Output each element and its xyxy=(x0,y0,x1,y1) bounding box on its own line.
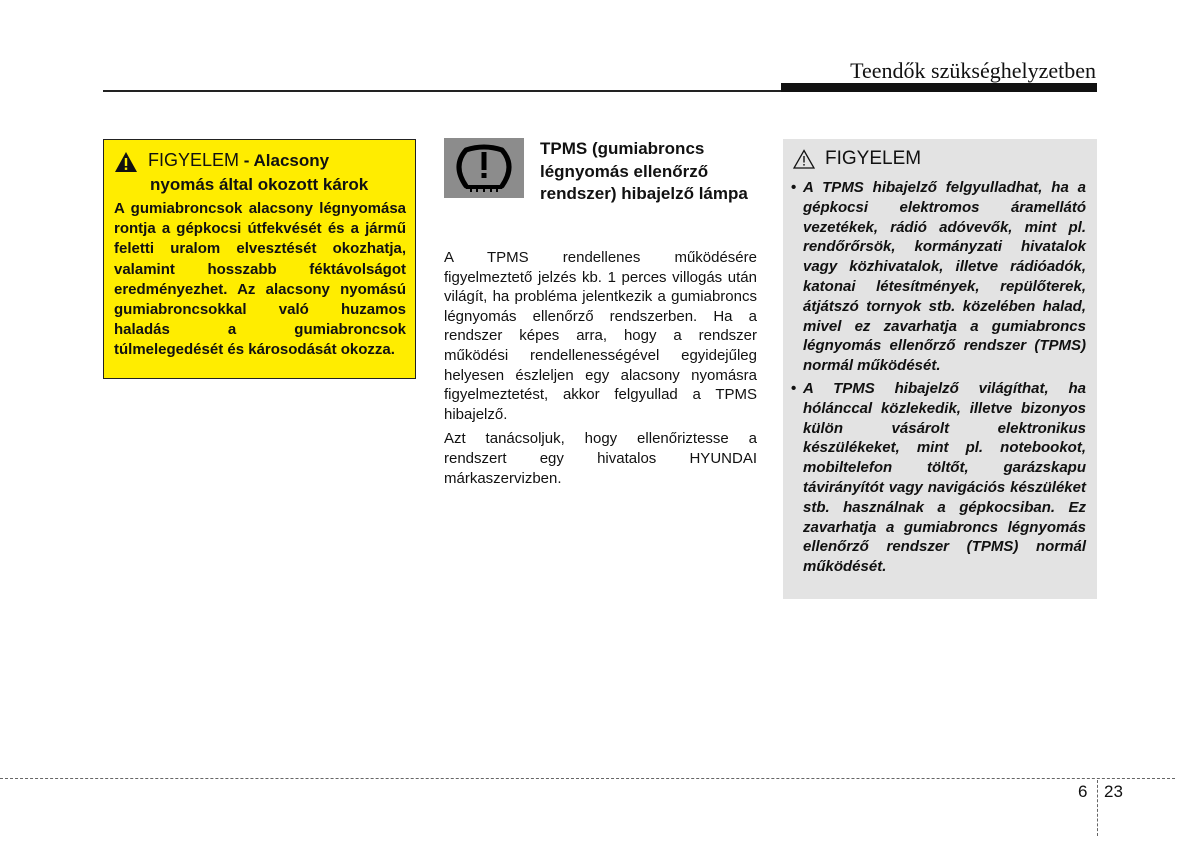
tpms-warning-icon xyxy=(444,138,524,198)
caution-item-text: A TPMS hibajelző világíthat, ha hólánccal közlekedik, illetve bizonyos külön vásárolt elektronikus készülékeket, mint pl. notebookot, mobiltelefon töltőt, garázskapu távirányítót vagy navigációs készüléket stb. használnak a gépkocsiban. Ez zavarhatja a gumiabroncs légnyomás ellenőrző rendszer (TPMS) normál működését. xyxy=(803,379,1086,576)
bullet: • xyxy=(791,379,797,397)
tpms-caution-box xyxy=(783,139,1097,599)
warning-triangle-icon xyxy=(114,151,138,173)
warning-body-text: A gumiabroncsok alacsony légnyomása rontja a gépkocsi útfekvését és a jármű feletti uralom elvesztését okozhatja, valamint hosszabb féktávolságot eredményezhet. Az alacsony nyomású gumiabroncsokkal való huzamos haladás a gumiabroncsok túlmelegedését és károsodását okozza. xyxy=(114,200,406,359)
warning-heading-label: FIGYELEM xyxy=(148,150,240,170)
caution-item-text: A TPMS hibajelző felgyulladhat, ha a gépkocsi elektromos áramellátó vezetékek, rádió adóvevők, mint pl. rendőrőrsök, kormányzati hivatalok vagy közhivatalok, illetve rádióadók, katonai létesítmények, repülőterek, átjátszó tornyok stb. közelében halad, mivel ez zavarhatja a gumiabroncs légnyomás ellenőrző rendszer (TPMS) normál működését. xyxy=(803,179,1086,375)
page-header-title: Teendők szükséghelyzetben xyxy=(850,58,1096,83)
bullet: • xyxy=(791,179,797,196)
low-pressure-warning-box xyxy=(103,139,416,379)
caution-heading-label: FIGYELEM xyxy=(825,148,922,169)
caution-list-item xyxy=(791,379,1089,577)
warning-heading-topic: - Alacsony xyxy=(239,151,330,170)
caution-list xyxy=(791,178,1089,577)
warning-heading xyxy=(114,149,406,173)
warning-heading-line2: nyomás által okozott károk xyxy=(150,175,369,194)
footer-page-divider xyxy=(1097,780,1098,836)
page-number: 23 xyxy=(1104,782,1123,801)
caution-list-item xyxy=(791,178,1089,376)
caution-heading xyxy=(791,147,1089,171)
footer-divider xyxy=(0,778,1175,779)
section-number: 6 xyxy=(1078,782,1088,801)
tpms-section-title: TPMS (gumiabroncs légnyomás ellenőrző rendszer) hibajelző lámpa xyxy=(540,139,748,203)
header-rule xyxy=(103,90,781,92)
header-rule-bold xyxy=(781,83,1097,92)
caution-triangle-icon xyxy=(793,149,815,169)
tpms-description xyxy=(444,248,757,493)
tpms-paragraph: Azt tanácsoljuk, hogy ellenőriztesse a rendszert egy hivatalos HYUNDAI márkaszervizben. xyxy=(444,430,757,487)
tpms-paragraph: A TPMS rendellenes működésére figyelmeztető jelzés kb. 1 perces villogás után világít, ha probléma jelentkezik a gumiabroncs légnyomás ellenőrző rendszerben. Ha a rendszer képes arra, hogy a rendszer működési rendellenességével egyidejűleg helyesen észleljen egy alacsony nyomásra figyelmeztetést, akkor felgyullad a TPMS hibajelző. xyxy=(444,249,757,423)
